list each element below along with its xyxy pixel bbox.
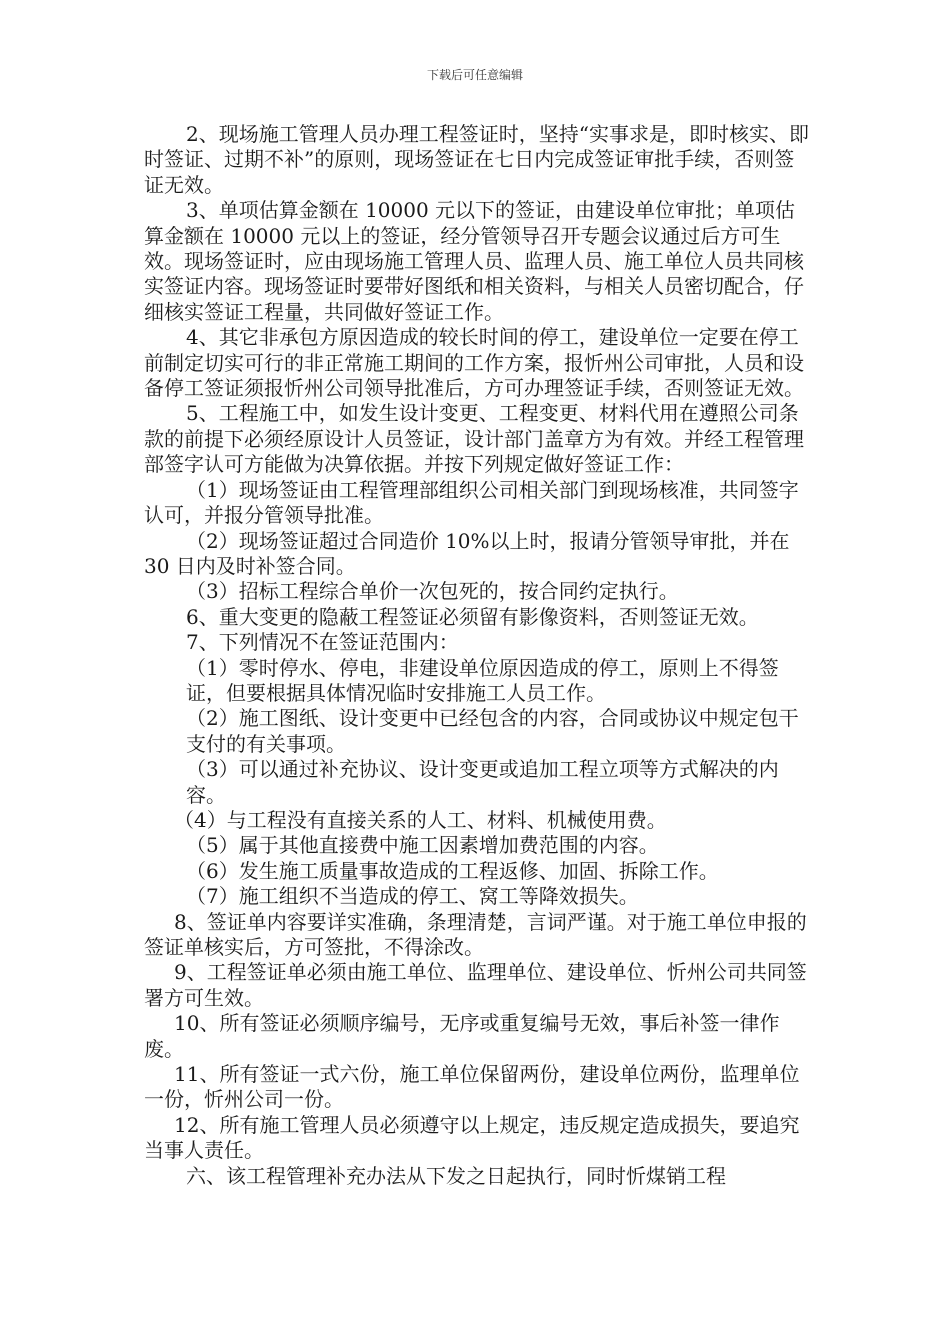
paragraph-item-12: 12、所有施工管理人员必须遵守以上规定，违反规定造成损失，要追究当事人责任。 [144,1112,800,1163]
paragraph-item-2: 2、现场施工管理人员办理工程签证时，坚持“实事求是，即时核实、即时签证、过期不补”的原则，现场签证在七日内完成签证审批手续，否则签证无效。 [144,122,809,197]
paragraph-item-4: 4、其它非承包方原因造成的较长时间的停工，建设单位一定要在停工前制定切实可行的非正常施工期间的工作方案，报忻州公司审批，人员和设备停工签证须报忻州公司领导批准后，方可办理签证手续，否则签证无效。 [144,325,804,401]
page-header: 下载后可任意编辑 [426,68,523,82]
sub-item-7-2: （2）施工图纸、设计变更中已经包含的内容，合同或协议中规定包干支付的有关事项。 [186,706,799,756]
sub-item-7-3: （3）可以通过补充协议、设计变更或追加工程立项等方式解决的内容。 [186,757,779,807]
sub-item-7-1: （1）零时停水、停电，非建设单位原因造成的停工，原则上不得签证，但要根据具体情况临时安排施工人员工作。 [186,655,779,705]
paragraph-item-3: 3、单项估算金额在 10000 元以下的签证，由建设单位审批；单项估算金额在 10000 元以上的签证，经分管领导召开专题会议通过后方可生效。现场签证时，应由现场施工管理人员、监理人员、施工单位人员共同核实签证内容。现场签证时要带好图纸和相关资料，与相关人员密切配合，仔细核实签证工程量，共同做好签证工作。 [144,198,804,324]
paragraph-item-8: 8、签证单内容要详实准确，条理清楚，言词严谨。对于施工单位申报的签证单核实后，方可签批，不得涂改。 [144,909,807,959]
paragraph-item-11: 11、所有签证一式六份，施工单位保留两份，建设单位两份，监理单位一份，忻州公司一份。 [144,1062,800,1112]
sub-item-5-1: （1）现场签证由工程管理部组织公司相关部门到现场核准，共同签字认可，并报分管领导批准。 [144,477,799,528]
sub-item-7-4: （4）与工程没有直接关系的人工、材料、机械使用费。 [174,807,667,832]
section-six-paragraph: 六、该工程管理补充办法从下发之日起执行，同时忻煤销工程 [186,1163,726,1188]
sub-item-5-3: （3）招标工程综合单价一次包死的，按合同约定执行。 [186,579,679,604]
document-body [144,122,812,1189]
paragraph-item-6: 6、重大变更的隐蔽工程签证必须留有影像资料，否则签证无效。 [186,604,759,629]
sub-item-7-5: （5）属于其他直接费中施工因素增加费范围的内容。 [186,833,659,858]
paragraph-item-5: 5、工程施工中，如发生设计变更、工程变更、材料代用在遵照公司条款的前提下必须经原设计人员签证，设计部门盖章方为有效。并经工程管理部签字认可方能做为决算依据。并按下列规定做好签证工作： [144,401,804,477]
paragraph-item-9: 9、工程签证单必须由施工单位、监理单位、建设单位、忻州公司共同签署方可生效。 [144,960,807,1010]
sub-item-7-7: （7）施工组织不当造成的停工、窝工等降效损失。 [186,884,639,909]
sub-item-5-2: （2）现场签证超过合同造价 10%以上时，报请分管领导审批，并在 30 日内及时补签合同。 [144,528,796,578]
paragraph-item-7: 7、下列情况不在签证范围内： [186,630,459,655]
paragraph-item-10: 10、所有签证必须顺序编号，无序或重复编号无效，事后补签一律作废。 [144,1011,780,1061]
sub-item-7-6: （6）发生施工质量事故造成的工程返修、加固、拆除工作。 [186,858,719,883]
